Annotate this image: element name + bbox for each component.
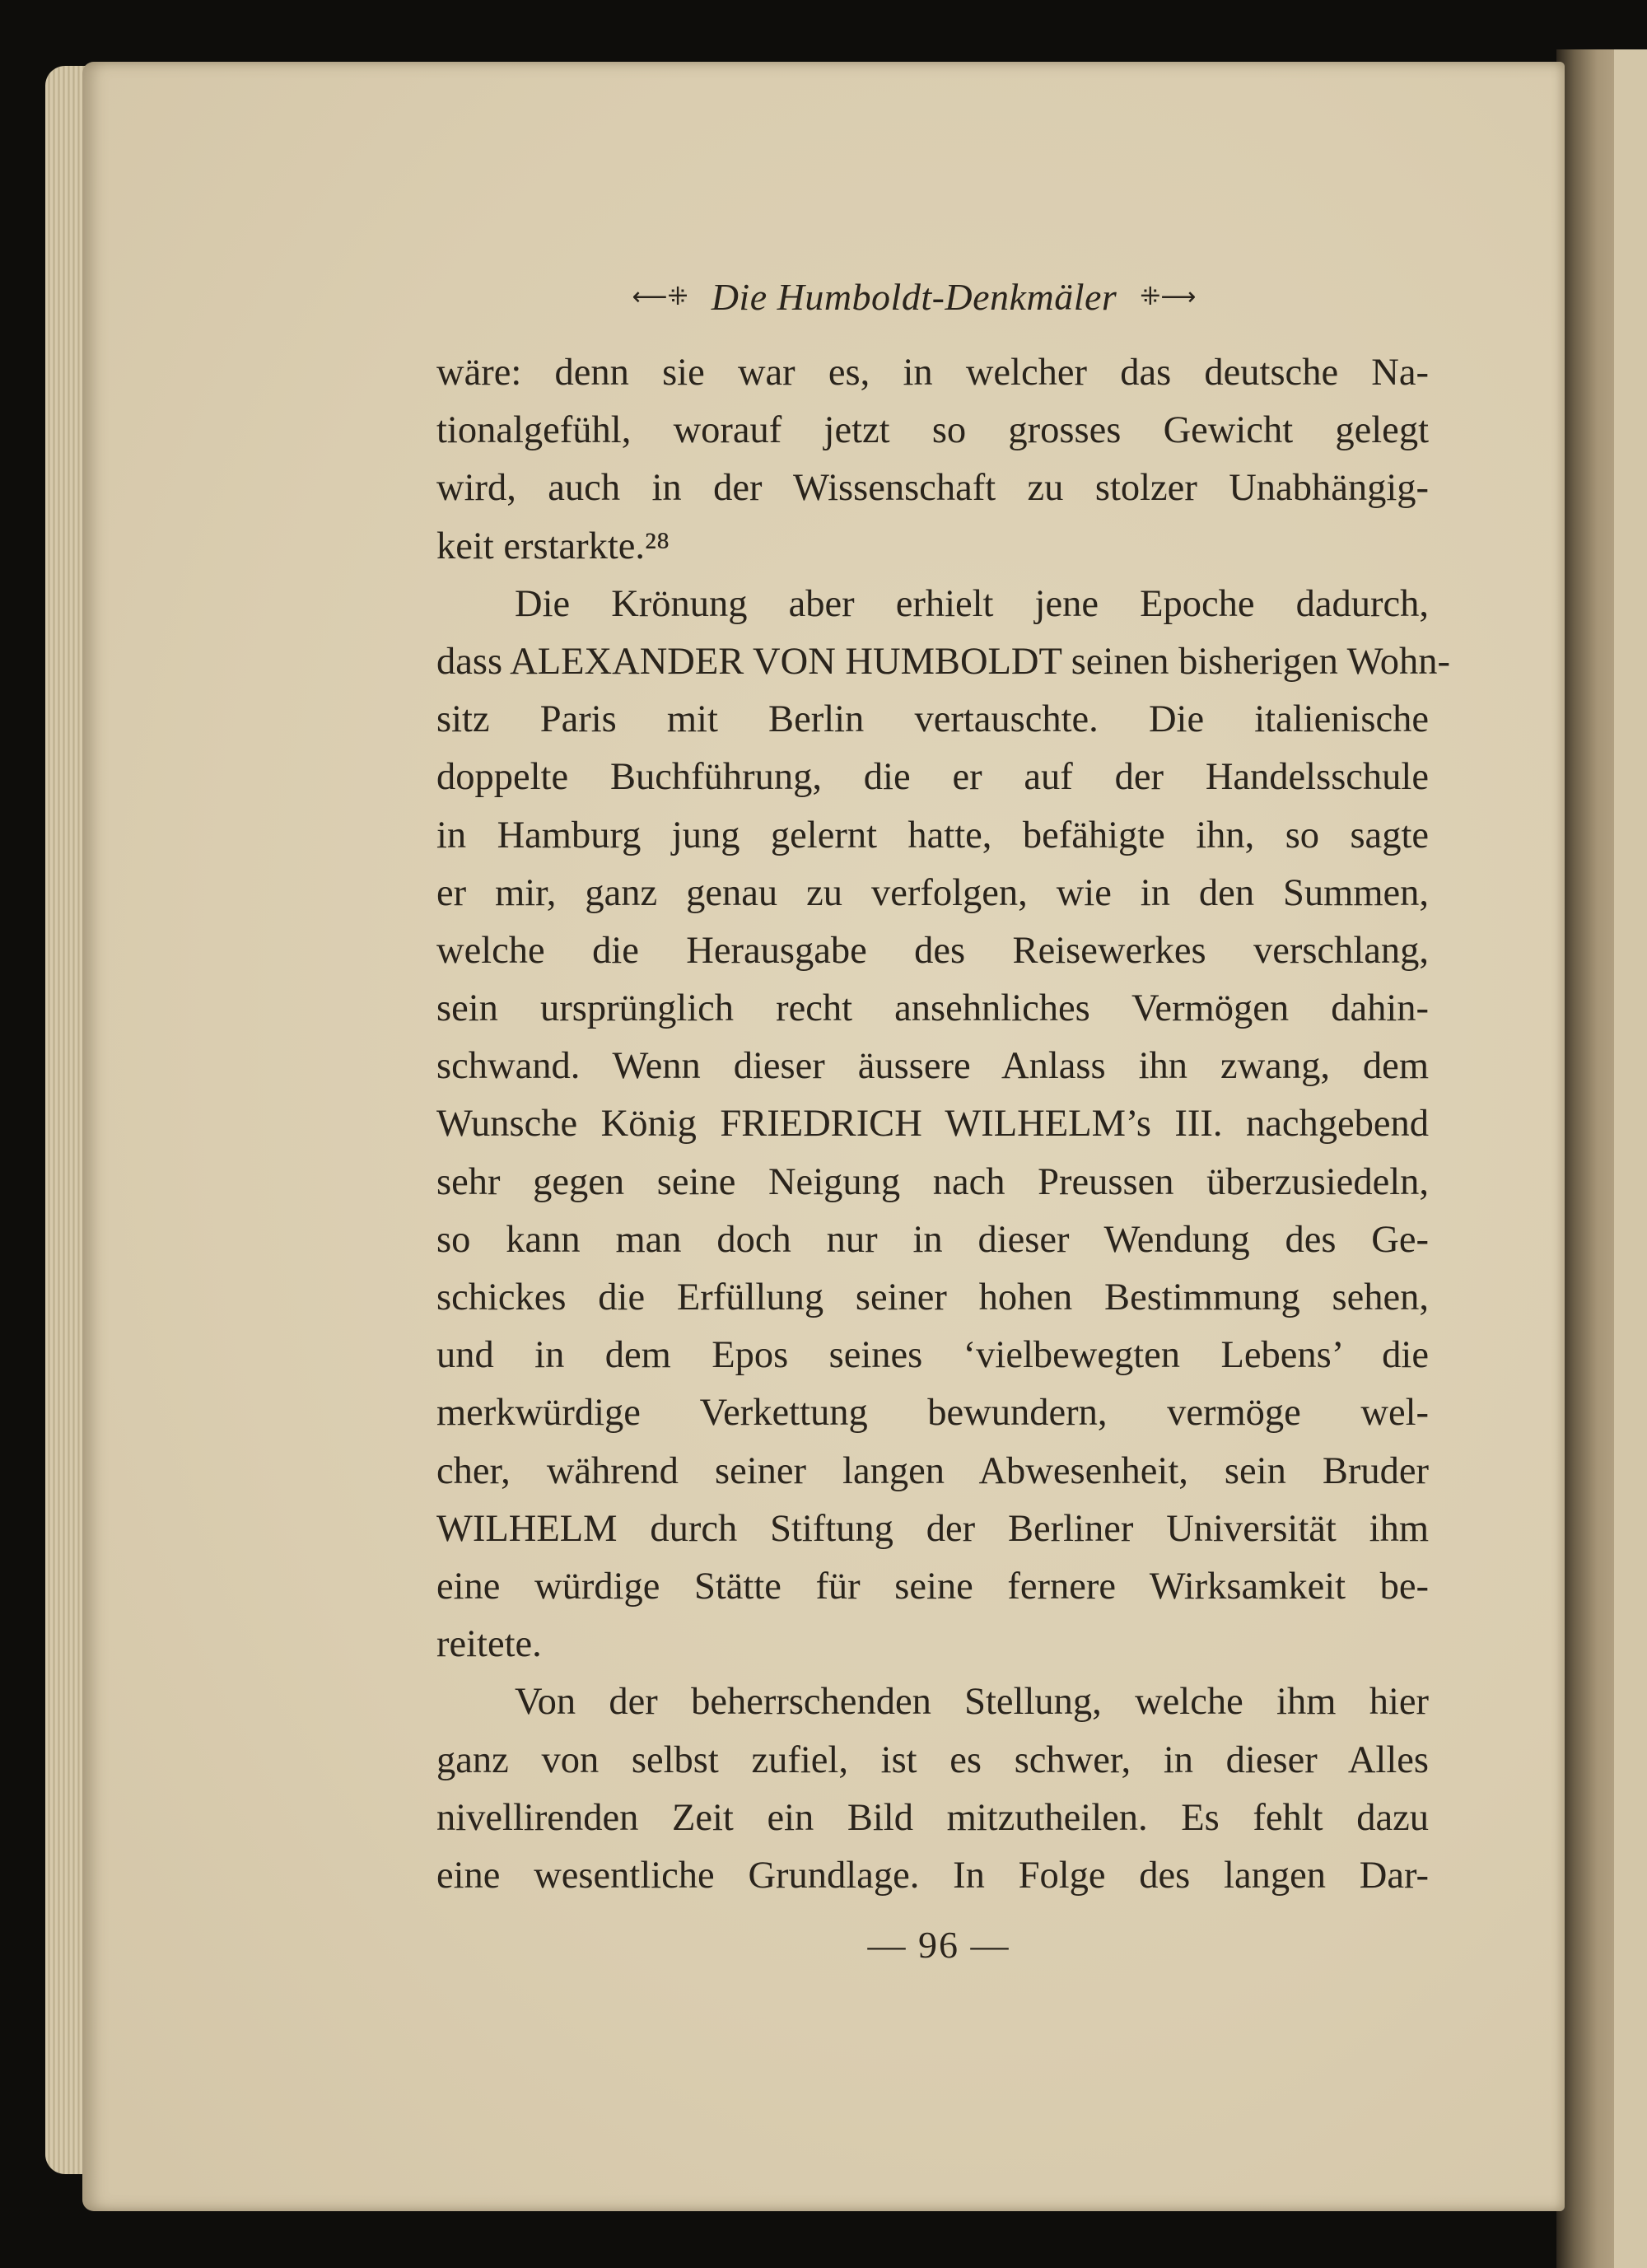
text-line: dass ALEXANDER VON HUMBOLDT seinen bisherigen Wohn- [436, 640, 1451, 683]
running-head-title: Die Humboldt-Denkmäler [711, 275, 1117, 318]
text-line: reitete. [436, 1623, 542, 1666]
text-line: WILHELM durch Stiftung der Berliner Universität ihm [436, 1507, 1429, 1550]
text-line: wäre: denn sie war es, in welcher das deutsche Na- [436, 352, 1429, 394]
text-line: nivellirenden Zeit ein Bild mitzutheilen. Es fehlt dazu [436, 1796, 1429, 1839]
text-line: welche die Herausgabe des Reisewerkes verschlang, [436, 929, 1429, 972]
left-ornament-icon: ⟵⁜ [632, 282, 688, 311]
text-line: ganz von selbst zufiel, ist es schwer, in dieser Alles [436, 1738, 1429, 1781]
text-line: sitz Paris mit Berlin vertauschte. Die italienische [436, 698, 1429, 741]
body-text [436, 344, 1451, 1905]
text-line: so kann man doch nur in dieser Wendung des Ge- [436, 1218, 1429, 1261]
text-line: Die Krönung aber erhielt jene Epoche dadurch, [515, 582, 1429, 625]
page-number: — 96 — [867, 1924, 1010, 1966]
text-line: Von der beherrschenden Stellung, welche ihm hier [515, 1681, 1429, 1724]
text-line: wird, auch in der Wissenschaft zu stolzer Unabhängig- [436, 467, 1429, 510]
text-line: sein ursprünglich recht ansehnliches Vermögen dahin- [436, 987, 1429, 1030]
right-ornament-icon: ⁜⟶ [1140, 282, 1197, 311]
text-line: doppelte Buchführung, die er auf der Handelsschule [436, 756, 1429, 799]
text-line: cher, während seiner langen Abwesenheit, sein Bruder [436, 1449, 1429, 1492]
running-head [576, 272, 1252, 321]
text-line: tionalgefühl, worauf jetzt so grosses Gewicht gelegt [436, 409, 1429, 452]
text-line: Wunsche König FRIEDRICH WILHELM’s III. nachgebend [436, 1103, 1429, 1146]
text-line: sehr gegen seine Neigung nach Preussen überzusiedeln, [436, 1160, 1429, 1203]
text-line: schwand. Wenn dieser äussere Anlass ihn zwang, dem [436, 1045, 1429, 1088]
text-line: merkwürdige Verkettung bewundern, vermöge wel- [436, 1392, 1429, 1435]
text-line: in Hamburg jung gelernt hatte, befähigte ihn, so sagte [436, 814, 1429, 856]
text-line: und in dem Epos seines ‘vielbewegten Lebens’ die [436, 1334, 1429, 1377]
text-line: schickes die Erfüllung seiner hohen Bestimmung sehen, [436, 1276, 1429, 1318]
text-line: eine wesentliche Grundlage. In Folge des langen Dar- [436, 1854, 1429, 1897]
right-page-edge [1556, 49, 1647, 2268]
text-line: er mir, ganz genau zu verfolgen, wie in den Summen, [436, 871, 1429, 914]
text-line: keit erstarkte.²⁸ [436, 525, 670, 567]
text-line: eine würdige Stätte für seine fernere Wirksamkeit be- [436, 1565, 1429, 1608]
